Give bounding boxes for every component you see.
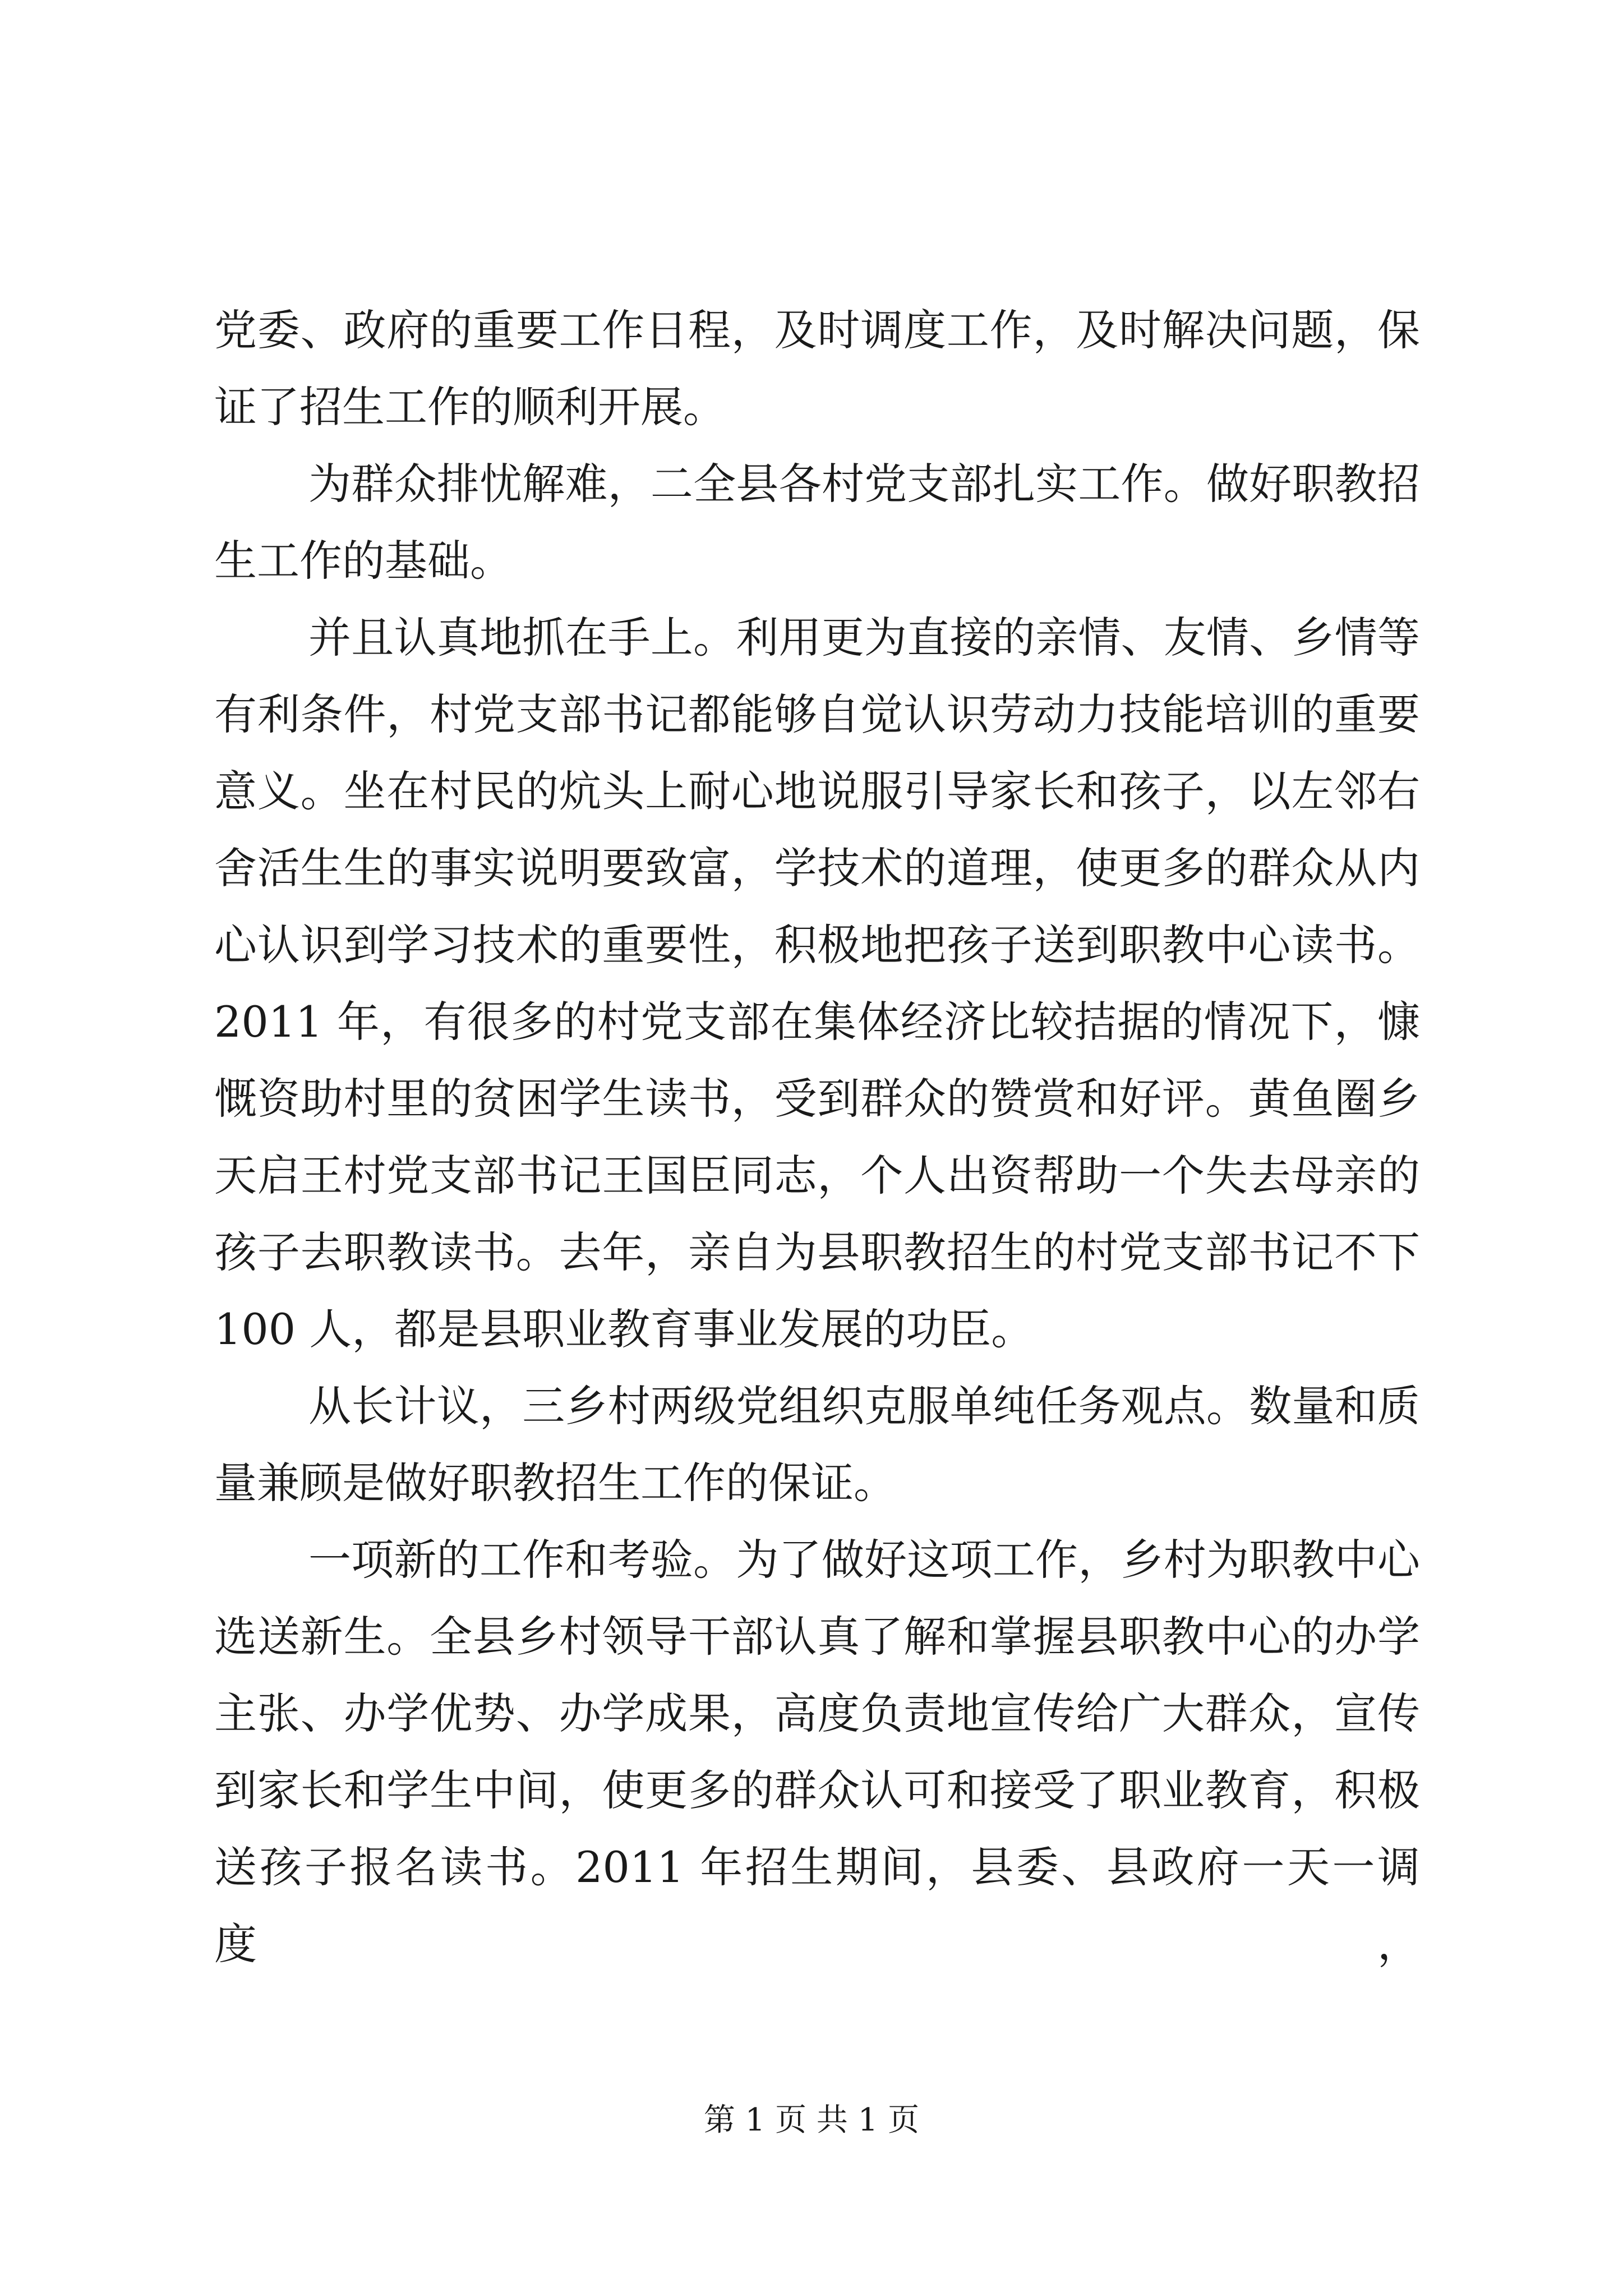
- text-line: 送孩子报名读书。2011 年招生期间，县委、县政府一天一调度，: [214, 1842, 1420, 1969]
- text-line: 心认识到学习技术的重要性，积极地把孩子送到职教中心读书。: [214, 920, 1420, 970]
- text-line: 舍活生生的事实说明要致富，学技术的道理，使更多的群众从内: [214, 843, 1420, 893]
- text-line: 孩子去职教读书。去年，亲自为县职教招生的村党支部书记不下: [214, 1227, 1420, 1277]
- text-line: 量兼顾是做好职教招生工作的保证。: [214, 1458, 896, 1508]
- text-line: 天启王村党支部书记王国臣同志，个人出资帮助一个失去母亲的: [214, 1151, 1420, 1200]
- text-line: 慨资助村里的贫困学生读书，受到群众的赞赏和好评。黄鱼圈乡: [214, 1074, 1420, 1124]
- text-line: 从长计议，三乡村两级党组织克服单纯任务观点。数量和质: [308, 1381, 1420, 1431]
- body-text: [214, 292, 1420, 1969]
- text-line: 有利条件，村党支部书记都能够自觉认识劳动力技能培训的重要: [214, 689, 1420, 739]
- text-line: 证了招生工作的顺利开展。: [214, 382, 726, 432]
- text-line: 到家长和学生中间，使更多的群众认可和接受了职业教育，积极: [214, 1765, 1420, 1815]
- text-line: 意义。坐在村民的炕头上耐心地说服引导家长和孩子，以左邻右: [214, 766, 1420, 816]
- text-line: 生工作的基础。: [214, 536, 513, 586]
- text-line: 100 人，都是县职业教育事业发展的功臣。: [214, 1304, 1034, 1354]
- text-line: 一项新的工作和考验。为了做好这项工作，乡村为职教中心: [308, 1535, 1420, 1585]
- text-line: 并且认真地抓在手上。利用更为直接的亲情、友情、乡情等: [308, 613, 1420, 662]
- page-footer: 第 1 页 共 1 页: [703, 2102, 920, 2138]
- text-line: 选送新生。全县乡村领导干部认真了解和掌握县职教中心的办学: [214, 1612, 1420, 1662]
- text-line: 党委、政府的重要工作日程，及时调度工作，及时解决问题，保: [214, 305, 1420, 355]
- text-line: 为群众排忧解难，二全县各村党支部扎实工作。做好职教招: [308, 459, 1420, 509]
- text-line: 主张、办学优势、办学成果，高度负责地宣传给广大群众，宣传: [214, 1688, 1420, 1738]
- text-line: 2011 年，有很多的村党支部在集体经济比较拮据的情况下，慷: [214, 997, 1420, 1047]
